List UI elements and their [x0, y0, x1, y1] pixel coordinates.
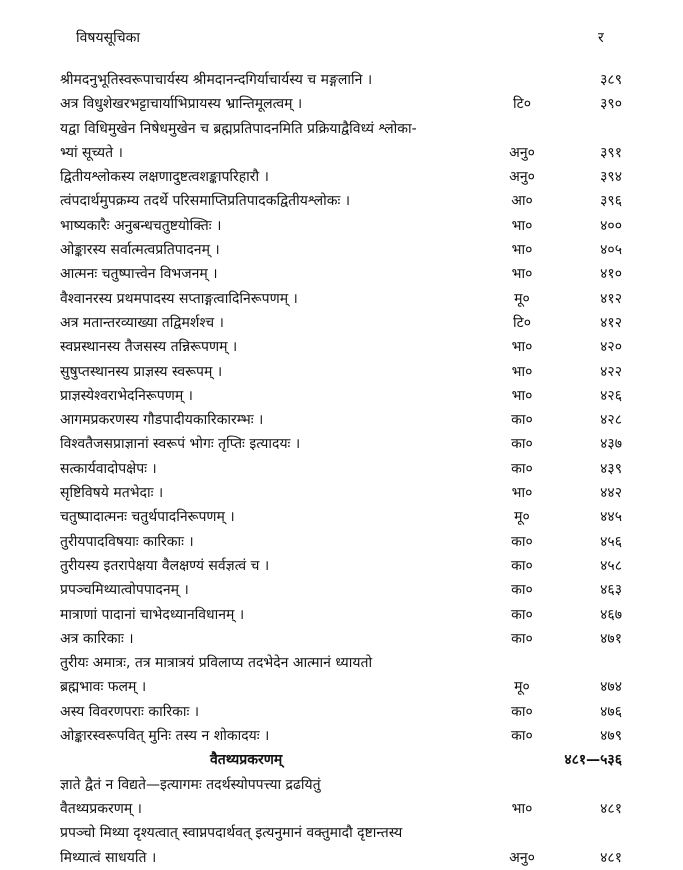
toc-row [0, 432, 683, 456]
toc-row [0, 651, 683, 675]
toc-entry-page: ४३९ [600, 460, 622, 477]
toc-entry-source: मू० [514, 679, 530, 696]
toc-row [0, 846, 683, 870]
section-title: वैतथ्यप्रकरणम् [210, 752, 283, 769]
toc-row [0, 603, 683, 627]
toc-entry-title: तुरीयः अमात्रः, तत्र मात्रात्रयं प्रविलाप्य तदभेदेन आत्मानं ध्यायतो [60, 655, 373, 672]
toc-row [0, 554, 683, 578]
toc-entry-page: ३९१ [600, 144, 622, 161]
toc-row [0, 578, 683, 602]
toc-entry-title: चतुष्पादात्मनः चतुर्थपादनिरूपणम् । [60, 509, 235, 526]
toc-entry-title: श्रीमदनुभूतिस्वरूपाचार्यस्य श्रीमदानन्दगिर्याचार्यस्य च मङ्गलानि । [60, 72, 373, 88]
toc-row [0, 457, 683, 481]
header-title: विषयसूचिका [76, 30, 140, 46]
toc-entry-title: तुरीयस्य इतरापेक्षया वैलक्षण्यं सर्वज्ञत्वं च । [60, 557, 270, 574]
toc-entry-page: ४१२ [600, 314, 622, 331]
toc-entry-page: ४१२ [600, 290, 622, 307]
toc-entry-source: का० [511, 582, 533, 599]
toc-entry-title: ब्रह्मभावः फलम् । [60, 679, 147, 696]
toc-entry-source: भा० [511, 339, 533, 356]
toc-entry-title: यद्वा विधिमुखेन निषेधमुखेन च ब्रह्मप्रतिपादनमिति प्रक्रियाद्वैविध्यं श्लोका- [60, 120, 417, 137]
toc-entry-title: मात्राणां पादानां चाभेदध्यानविधानम् । [60, 606, 245, 623]
toc-row [0, 189, 683, 213]
toc-entry-title: ओङ्कारस्य सर्वात्मत्वप्रतिपादनम् । [60, 242, 220, 259]
toc-entry-source: टि० [513, 314, 531, 331]
toc-entry-title: अत्र मतान्तरव्याख्या तद्विमर्शश्च । [60, 314, 224, 331]
toc-entry-source: का० [511, 436, 533, 453]
toc-entry-page: ४५६ [600, 533, 622, 550]
toc-entry-source: का० [511, 460, 533, 477]
toc-entry-title: ओङ्कारस्वरूपवित् मुनिः तस्य न शोकादयः । [60, 728, 270, 745]
toc-entry-source: का० [511, 606, 533, 623]
toc-entry-page: ४०० [600, 217, 622, 234]
toc-row [0, 700, 683, 724]
toc-entry-source: भा० [511, 217, 533, 234]
toc-entry-title: आगमप्रकरणस्य गौडपादीयकारिकारम्भः । [60, 412, 264, 429]
toc-entry-title: प्रपञ्चो मिथ्या दृश्यत्वात् स्वाप्नपदार्थवत् इत्यनुमानं वक्तुमादौ दृष्टान्तस्य [60, 825, 403, 842]
toc-entry-page: ४०५ [600, 242, 622, 259]
toc-entry-page: ४२० [600, 339, 622, 356]
toc-entry-source: का० [511, 557, 533, 574]
toc-entry-source: का० [511, 412, 533, 429]
toc-entry-page: ३८९ [600, 72, 622, 88]
toc-entry-title: विश्वतैजसप्राज्ञानां स्वरूपं भोगः तृप्तिः इत्यादयः । [60, 436, 301, 453]
toc-entry-page: ४३७ [600, 436, 622, 453]
toc-entry-title: भ्यां सूच्यते । [60, 144, 123, 161]
toc-row [0, 773, 683, 797]
toc-entry-title: स्वप्नस्थानस्य तैजसस्य तन्निरूपणम् । [60, 339, 238, 356]
toc-row [0, 287, 683, 311]
toc-entry-source: भा० [511, 266, 533, 283]
toc-entry-page: ४६७ [600, 606, 622, 623]
toc-row [0, 214, 683, 238]
toc-entry-title: अस्य विवरणपराः कारिकाः । [60, 703, 200, 720]
toc-entry-page: ४२६ [600, 387, 622, 404]
toc-row [0, 117, 683, 141]
toc-row [0, 675, 683, 699]
toc-row [0, 505, 683, 529]
toc-row [0, 821, 683, 845]
toc-entry-source: का० [511, 728, 533, 745]
toc-entry-source: भा० [511, 800, 533, 817]
toc-entry-page: ४७९ [600, 728, 622, 745]
toc-entry-page: ४७१ [600, 630, 622, 647]
toc-row [0, 384, 683, 408]
toc-entry-page: ४८१ [600, 800, 622, 817]
toc-entry-title: सृष्टिविषये मतभेदाः । [60, 485, 164, 502]
toc-entry-title: अत्र कारिकाः । [60, 630, 134, 647]
toc-entry-title: प्रपञ्चमिथ्यात्वोपपादनम् । [60, 582, 189, 599]
toc-entry-title: वैश्वानरस्य प्रथमपादस्य सप्ताङ्गत्वादिनिरूपणम् । [60, 290, 298, 307]
toc-row [0, 408, 683, 432]
toc-entry-title: त्वंपदार्थमुपक्रम्य तदर्थे परिसमाप्तिप्रतिपादकद्वितीयश्लोकः । [60, 193, 351, 210]
toc-entry-page: ४८१ [600, 849, 622, 866]
toc-entry-page: ३९४ [600, 169, 622, 186]
toc-entry-title: अत्र विधुशेखरभट्टाचार्याभिप्रायस्य भ्रान्तिमूलत्वम् । [60, 96, 303, 113]
toc-entry-page: ४२२ [600, 363, 622, 380]
toc-entry-page: ३९६ [600, 193, 622, 210]
toc-row [0, 238, 683, 262]
toc-row [0, 481, 683, 505]
toc-entry-source: भा० [511, 485, 533, 502]
toc-entry-source: का० [511, 630, 533, 647]
toc-entry-source: का० [511, 703, 533, 720]
toc-entry-source: भा० [511, 387, 533, 404]
toc-entry-title: आत्मनः चतुष्पात्त्वेन विभजनम् । [60, 266, 218, 283]
toc-row [0, 724, 683, 748]
table-of-contents [0, 68, 683, 870]
section-page-range: ४८१—५३६ [564, 752, 622, 769]
toc-entry-page: ४५८ [600, 557, 622, 574]
toc-entry-source: भा० [511, 242, 533, 259]
header-page-number: र [598, 30, 604, 46]
toc-entry-source: अनु० [509, 849, 535, 866]
toc-row [0, 335, 683, 359]
toc-entry-source: मू० [514, 509, 530, 526]
toc-entry-source: मू० [514, 290, 530, 307]
toc-entry-page: ३९० [600, 96, 622, 113]
toc-entry-title: प्राज्ञस्येश्वराभेदनिरूपणम् । [60, 387, 193, 404]
toc-entry-title: मिथ्यात्वं साधयति । [60, 849, 157, 866]
toc-row [0, 92, 683, 116]
toc-entry-page: ४४२ [600, 485, 622, 502]
toc-entry-title: वैतथ्यप्रकरणम् । [60, 800, 142, 817]
toc-entry-page: ४२८ [600, 412, 622, 429]
toc-entry-page: ४६३ [600, 582, 622, 599]
toc-row [0, 165, 683, 189]
toc-entry-page: ४७६ [600, 703, 622, 720]
section-heading-row [0, 748, 683, 772]
toc-row [0, 627, 683, 651]
running-header [0, 28, 683, 48]
toc-row [0, 262, 683, 286]
toc-row [0, 530, 683, 554]
toc-entry-source: टि० [513, 96, 531, 113]
toc-entry-page: ४४५ [600, 509, 622, 526]
toc-entry-source: भा० [511, 363, 533, 380]
toc-entry-title: ज्ञाते द्वैतं न विद्यते—इत्यागमः तदर्थस्योपपत्त्या द्रढयितुं [60, 776, 321, 793]
toc-row [0, 311, 683, 335]
toc-row [0, 360, 683, 384]
toc-entry-page: ४७४ [600, 679, 622, 696]
toc-entry-title: द्वितीयश्लोकस्य लक्षणादुष्टत्वशङ्कापरिहारौ । [60, 169, 269, 186]
toc-row [0, 68, 683, 92]
toc-entry-title: तुरीयपादविषयाः कारिकाः । [60, 533, 194, 550]
toc-entry-source: आ० [511, 193, 533, 210]
toc-entry-title: भाष्यकारैः अनुबन्धचतुष्टयोक्तिः । [60, 217, 222, 234]
toc-entry-source: का० [511, 533, 533, 550]
toc-entry-title: सुषुप्तस्थानस्य प्राज्ञस्य स्वरूपम् । [60, 363, 223, 380]
toc-entry-source: अनु० [509, 144, 535, 161]
toc-entry-title: सत्कार्यवादोपक्षेपः । [60, 460, 157, 477]
toc-row [0, 141, 683, 165]
toc-row [0, 797, 683, 821]
toc-entry-source: अनु० [509, 169, 535, 186]
toc-entry-page: ४१० [600, 266, 622, 283]
